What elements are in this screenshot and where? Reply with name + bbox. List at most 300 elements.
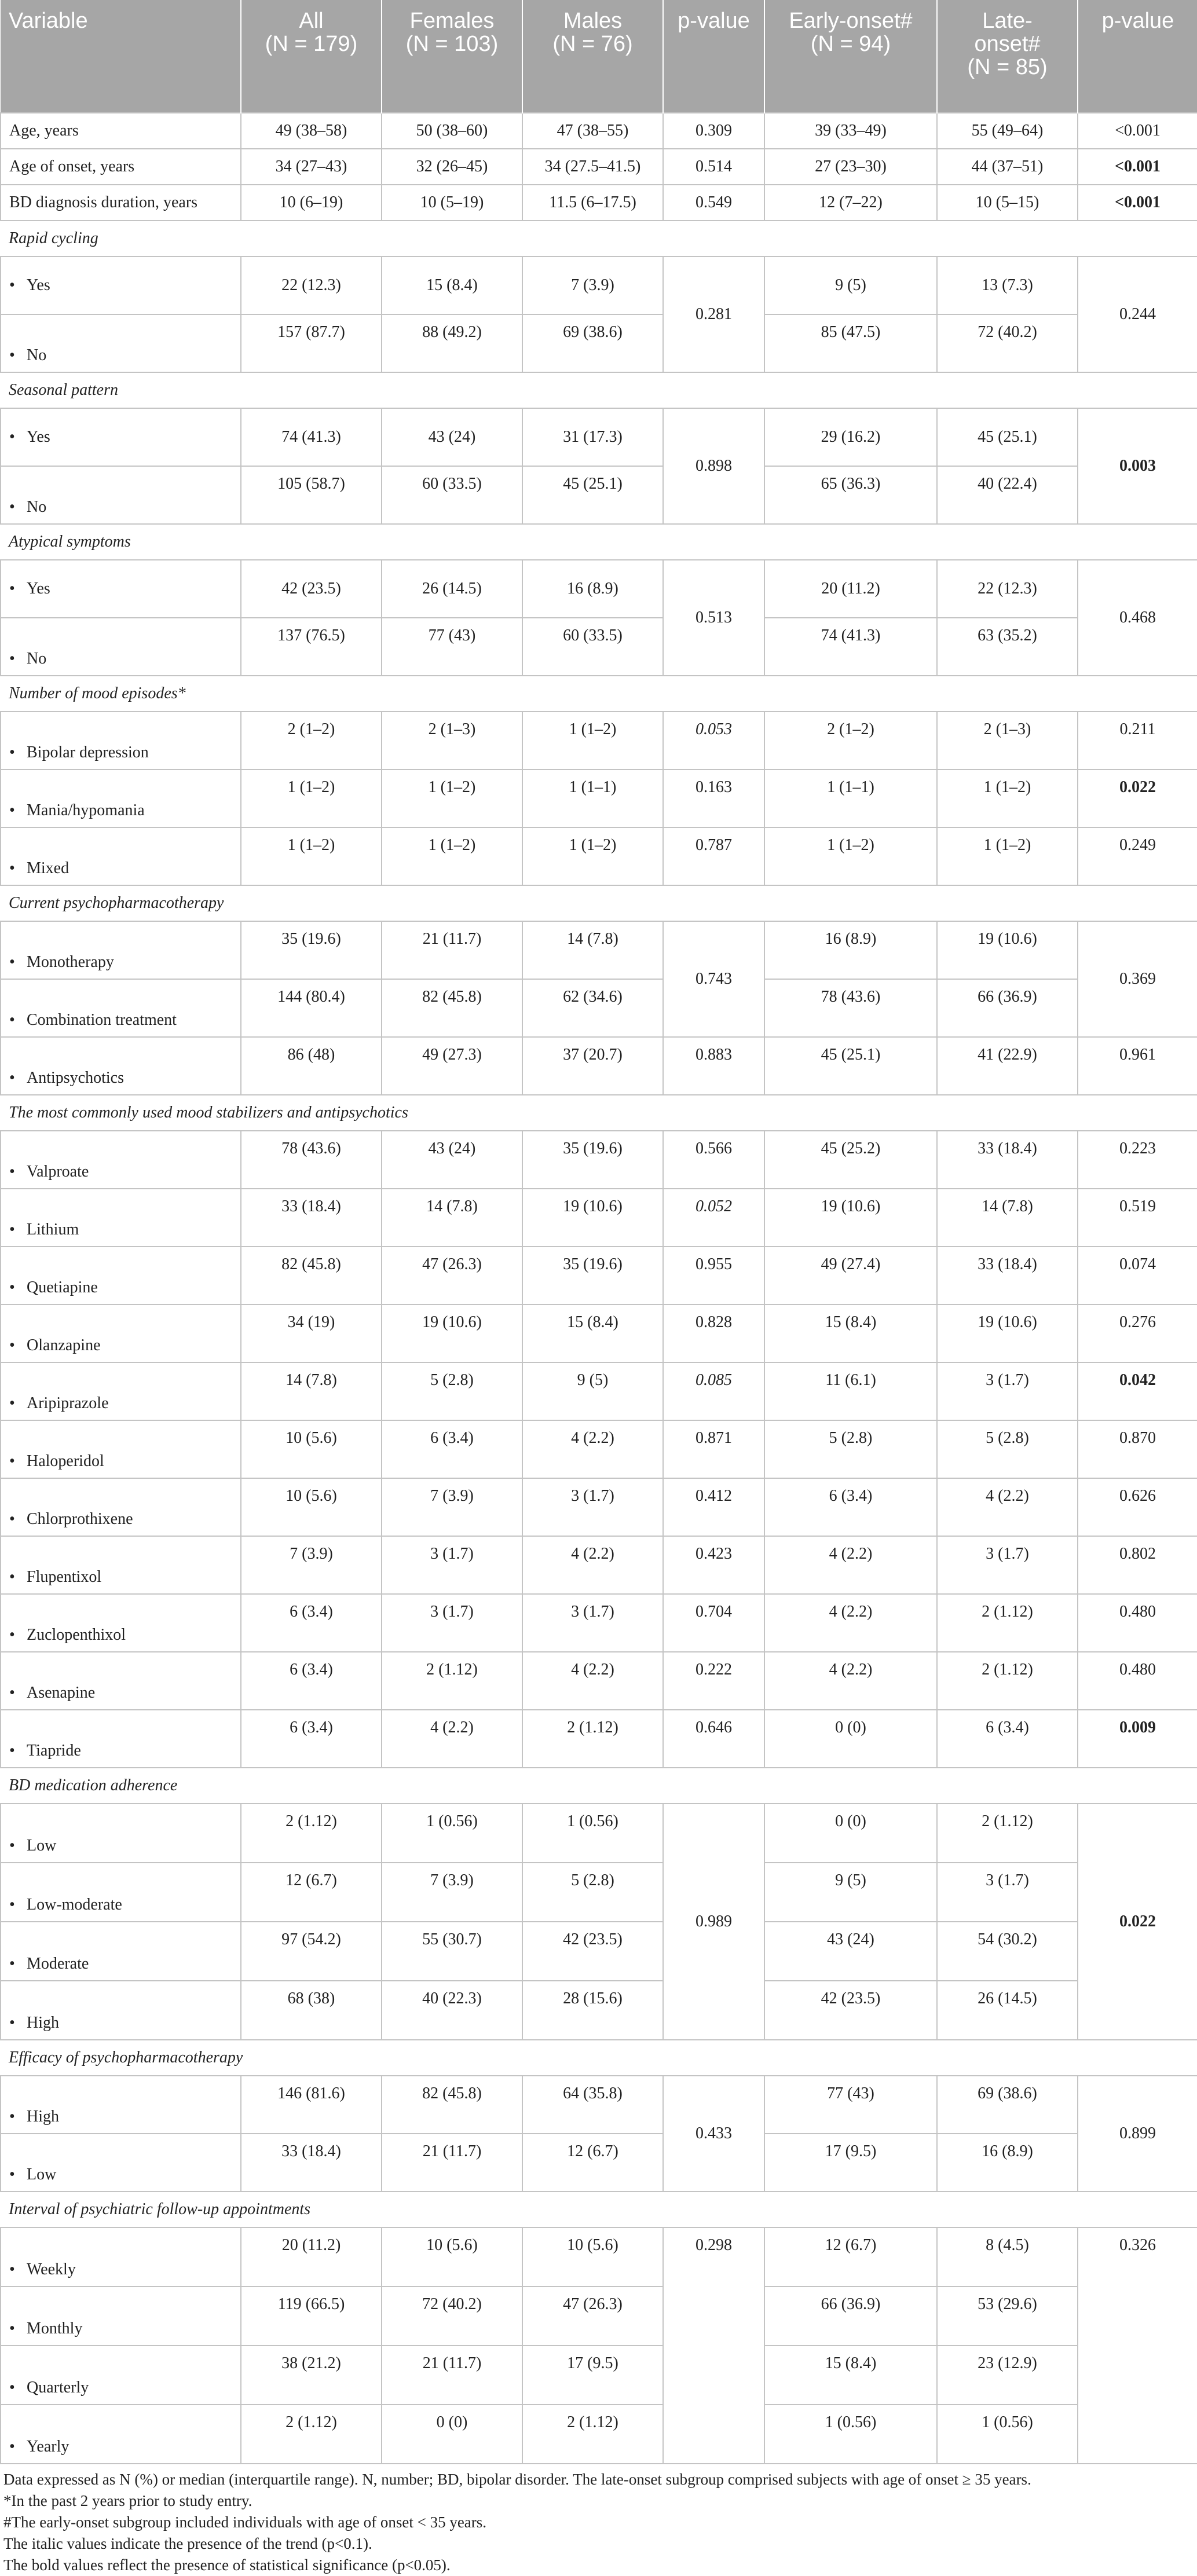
cell-males: 16 (8.9) <box>522 560 663 618</box>
section-row <box>1 372 1197 408</box>
cell-p-value-onset: <0.001 <box>1078 149 1197 185</box>
cell-all: 49 (38–58) <box>241 113 382 149</box>
row-label: • Low <box>1 2134 241 2192</box>
table-row <box>1 769 1197 827</box>
row-label: • Olanzapine <box>1 1305 241 1362</box>
cell-all: 14 (7.8) <box>241 1362 382 1420</box>
cell-early-onset: 4 (2.2) <box>764 1652 937 1710</box>
cell-all: 2 (1.12) <box>241 2405 382 2464</box>
row-label: • Moderate <box>1 1922 241 1981</box>
table-row <box>1 827 1197 885</box>
cell-females: 21 (11.7) <box>382 2134 522 2192</box>
cell-females: 10 (5.6) <box>382 2227 522 2286</box>
footnote: The italic values indicate the presence of the trend (p<0.1). <box>3 2535 372 2552</box>
cell-p-value-onset: 0.003 <box>1078 408 1197 524</box>
cell-late-onset: 4 (2.2) <box>937 1478 1078 1536</box>
cell-males: 3 (1.7) <box>522 1478 663 1536</box>
table-row <box>1 2227 1197 2286</box>
cell-females: 1 (1–2) <box>382 769 522 827</box>
section-title-medications: The most commonly used mood stabilizers and antipsychotics <box>1 1095 1197 1131</box>
cell-p-value-onset: 0.326 <box>1078 2227 1197 2464</box>
cell-males: 34 (27.5–41.5) <box>522 149 663 185</box>
cell-females: 0 (0) <box>382 2405 522 2464</box>
cell-p-value-sex: 0.053 <box>663 712 764 769</box>
footnote: *In the past 2 years prior to study entry. <box>3 2492 252 2509</box>
cell-all: 33 (18.4) <box>241 2134 382 2192</box>
row-label: • High <box>1 1981 241 2040</box>
cell-males: 1 (1–2) <box>522 827 663 885</box>
cell-late-onset: 55 (49–64) <box>937 113 1078 149</box>
row-label: • Mania/hypomania <box>1 769 241 827</box>
cell-p-value-onset: 0.042 <box>1078 1362 1197 1420</box>
cell-early-onset: 49 (27.4) <box>764 1247 937 1305</box>
cell-p-value-onset: 0.022 <box>1078 769 1197 827</box>
cell-late-onset: 41 (22.9) <box>937 1037 1078 1095</box>
cell-females: 47 (26.3) <box>382 1247 522 1305</box>
cell-early-onset: 19 (10.6) <box>764 1189 937 1247</box>
cell-early-onset: 12 (6.7) <box>764 2227 937 2286</box>
cell-early-onset: 1 (1–1) <box>764 769 937 827</box>
cell-early-onset: 43 (24) <box>764 1922 937 1981</box>
cell-all: 2 (1.12) <box>241 1804 382 1863</box>
cell-females: 43 (24) <box>382 1131 522 1189</box>
cell-early-onset: 29 (16.2) <box>764 408 937 466</box>
cell-males: 47 (38–55) <box>522 113 663 149</box>
cell-p-value-sex: 0.513 <box>663 560 764 676</box>
row-label: • Valproate <box>1 1131 241 1189</box>
cell-early-onset: 85 (47.5) <box>764 314 937 372</box>
cell-all: 22 (12.3) <box>241 256 382 314</box>
cell-late-onset: 3 (1.7) <box>937 1863 1078 1922</box>
cell-females: 2 (1–3) <box>382 712 522 769</box>
cell-p-value-sex: 0.646 <box>663 1710 764 1768</box>
header-late-onset: Late- onset# (N = 85) <box>937 0 1078 113</box>
cell-all: 7 (3.9) <box>241 1536 382 1594</box>
section-row <box>1 2192 1197 2227</box>
cell-males: 5 (2.8) <box>522 1863 663 1922</box>
cell-females: 3 (1.7) <box>382 1594 522 1652</box>
row-label: • Yes <box>1 408 241 466</box>
row-label: • No <box>1 314 241 372</box>
cell-late-onset: 14 (7.8) <box>937 1189 1078 1247</box>
cell-early-onset: 65 (36.3) <box>764 466 937 524</box>
cell-p-value-onset: <0.001 <box>1078 113 1197 149</box>
cell-females: 15 (8.4) <box>382 256 522 314</box>
table-row <box>1 1305 1197 1362</box>
cell-all: 12 (6.7) <box>241 1863 382 1922</box>
cell-early-onset: 6 (3.4) <box>764 1478 937 1536</box>
cell-late-onset: 54 (30.2) <box>937 1922 1078 1981</box>
table-row <box>1 560 1197 618</box>
row-label: • Chlorprothixene <box>1 1478 241 1536</box>
cell-p-value-onset: 0.480 <box>1078 1652 1197 1710</box>
cell-p-value-onset: <0.001 <box>1078 185 1197 221</box>
cell-early-onset: 17 (9.5) <box>764 2134 937 2192</box>
footnote: #The early-onset subgroup included individuals with age of onset < 35 years. <box>3 2513 487 2531</box>
row-label: Age, years <box>1 113 241 149</box>
header-all: All (N = 179) <box>241 0 382 113</box>
cell-all: 74 (41.3) <box>241 408 382 466</box>
row-label: • Yearly <box>1 2405 241 2464</box>
cell-all: 119 (66.5) <box>241 2286 382 2346</box>
cell-early-onset: 0 (0) <box>764 1804 937 1863</box>
cell-early-onset: 5 (2.8) <box>764 1420 937 1478</box>
table-row <box>1 1362 1197 1420</box>
table-row <box>1 314 1197 372</box>
table-row <box>1 1710 1197 1768</box>
section-title-rapid-cycling: Rapid cycling <box>1 221 1197 256</box>
cell-males: 19 (10.6) <box>522 1189 663 1247</box>
cell-males: 12 (6.7) <box>522 2134 663 2192</box>
row-label: • Aripiprazole <box>1 1362 241 1420</box>
cell-late-onset: 19 (10.6) <box>937 921 1078 979</box>
table-row <box>1 979 1197 1037</box>
cell-late-onset: 10 (5–15) <box>937 185 1078 221</box>
cell-early-onset: 45 (25.1) <box>764 1037 937 1095</box>
cell-males: 69 (38.6) <box>522 314 663 372</box>
table-row <box>1 1804 1197 1863</box>
cell-p-value-sex: 0.871 <box>663 1420 764 1478</box>
cell-p-value-onset: 0.519 <box>1078 1189 1197 1247</box>
cell-late-onset: 5 (2.8) <box>937 1420 1078 1478</box>
row-label: • Flupentixol <box>1 1536 241 1594</box>
section-title-mood-episodes: Number of mood episodes* <box>1 676 1197 712</box>
footnote: Data expressed as N (%) or median (interquartile range). N, number; BD, bipolar disorder. The late-onset subgroup comprised subjects with age of onset ≥ 35 years. <box>3 2471 1031 2488</box>
cell-late-onset: 8 (4.5) <box>937 2227 1078 2286</box>
row-label: • Bipolar depression <box>1 712 241 769</box>
cell-late-onset: 26 (14.5) <box>937 1981 1078 2040</box>
table-row <box>1 1863 1197 1922</box>
section-row <box>1 524 1197 560</box>
cell-p-value-sex: 0.549 <box>663 185 764 221</box>
cell-p-value-sex: 0.412 <box>663 1478 764 1536</box>
row-label: • Antipsychotics <box>1 1037 241 1095</box>
cell-early-onset: 20 (11.2) <box>764 560 937 618</box>
cell-all: 6 (3.4) <box>241 1710 382 1768</box>
cell-p-value-sex: 0.566 <box>663 1131 764 1189</box>
row-label: • Tiapride <box>1 1710 241 1768</box>
table-row <box>1 2405 1197 2464</box>
cell-females: 40 (22.3) <box>382 1981 522 2040</box>
header-p-value-sex: p-value <box>663 0 764 113</box>
cell-p-value-sex: 0.085 <box>663 1362 764 1420</box>
table-row <box>1 408 1197 466</box>
cell-males: 4 (2.2) <box>522 1536 663 1594</box>
cell-females: 21 (11.7) <box>382 2346 522 2405</box>
cell-males: 60 (33.5) <box>522 618 663 676</box>
table-row <box>1 2346 1197 2405</box>
cell-males: 64 (35.8) <box>522 2076 663 2134</box>
section-row <box>1 221 1197 256</box>
row-label: • Low-moderate <box>1 1863 241 1922</box>
cell-late-onset: 19 (10.6) <box>937 1305 1078 1362</box>
row-label: • Mixed <box>1 827 241 885</box>
table-row <box>1 2076 1197 2134</box>
cell-females: 50 (38–60) <box>382 113 522 149</box>
cell-all: 157 (87.7) <box>241 314 382 372</box>
cell-p-value-onset: 0.961 <box>1078 1037 1197 1095</box>
header-p-value-onset: p-value <box>1078 0 1197 113</box>
cell-p-value-sex: 0.787 <box>663 827 764 885</box>
cell-all: 6 (3.4) <box>241 1652 382 1710</box>
table-row <box>1 466 1197 524</box>
table-row <box>1 1652 1197 1710</box>
cell-late-onset: 13 (7.3) <box>937 256 1078 314</box>
row-label: • Haloperidol <box>1 1420 241 1478</box>
cell-p-value-onset: 0.870 <box>1078 1420 1197 1478</box>
cell-females: 14 (7.8) <box>382 1189 522 1247</box>
row-label: • No <box>1 618 241 676</box>
header-males: Males (N = 76) <box>522 0 663 113</box>
cell-early-onset: 4 (2.2) <box>764 1536 937 1594</box>
cell-females: 5 (2.8) <box>382 1362 522 1420</box>
header-early-onset: Early-onset# (N = 94) <box>764 0 937 113</box>
row-label: • Low <box>1 1804 241 1863</box>
cell-males: 11.5 (6–17.5) <box>522 185 663 221</box>
table-row <box>1 1189 1197 1247</box>
cell-males: 2 (1.12) <box>522 2405 663 2464</box>
cell-late-onset: 1 (0.56) <box>937 2405 1078 2464</box>
table-row <box>1 1037 1197 1095</box>
cell-late-onset: 3 (1.7) <box>937 1362 1078 1420</box>
table-row <box>1 1247 1197 1305</box>
cell-females: 60 (33.5) <box>382 466 522 524</box>
cell-all: 10 (6–19) <box>241 185 382 221</box>
row-label: Age of onset, years <box>1 149 241 185</box>
cell-p-value-onset: 0.802 <box>1078 1536 1197 1594</box>
table-row <box>1 1536 1197 1594</box>
cell-p-value-sex: 0.704 <box>663 1594 764 1652</box>
table-row <box>1 1131 1197 1189</box>
cell-early-onset: 15 (8.4) <box>764 2346 937 2405</box>
cell-all: 10 (5.6) <box>241 1420 382 1478</box>
cell-females: 55 (30.7) <box>382 1922 522 1981</box>
cell-females: 49 (27.3) <box>382 1037 522 1095</box>
cell-p-value-sex: 0.743 <box>663 921 764 1037</box>
section-row <box>1 2040 1197 2076</box>
cell-p-value-sex: 0.052 <box>663 1189 764 1247</box>
cell-males: 4 (2.2) <box>522 1420 663 1478</box>
cell-p-value-onset: 0.223 <box>1078 1131 1197 1189</box>
cell-males: 14 (7.8) <box>522 921 663 979</box>
cell-early-onset: 15 (8.4) <box>764 1305 937 1362</box>
cell-females: 21 (11.7) <box>382 921 522 979</box>
cell-early-onset: 2 (1–2) <box>764 712 937 769</box>
cell-late-onset: 66 (36.9) <box>937 979 1078 1037</box>
cell-p-value-onset: 0.626 <box>1078 1478 1197 1536</box>
cell-all: 33 (18.4) <box>241 1189 382 1247</box>
table-row <box>1 1420 1197 1478</box>
cell-p-value-sex: 0.423 <box>663 1536 764 1594</box>
cell-p-value-onset: 0.468 <box>1078 560 1197 676</box>
cell-all: 105 (58.7) <box>241 466 382 524</box>
cell-all: 1 (1–2) <box>241 827 382 885</box>
row-label: BD diagnosis duration, years <box>1 185 241 221</box>
row-label: • Lithium <box>1 1189 241 1247</box>
cell-early-onset: 12 (7–22) <box>764 185 937 221</box>
section-title-seasonal-pattern: Seasonal pattern <box>1 372 1197 408</box>
cell-males: 1 (0.56) <box>522 1804 663 1863</box>
cell-females: 7 (3.9) <box>382 1863 522 1922</box>
cell-males: 37 (20.7) <box>522 1037 663 1095</box>
cell-all: 34 (27–43) <box>241 149 382 185</box>
section-row <box>1 1768 1197 1804</box>
cell-males: 10 (5.6) <box>522 2227 663 2286</box>
table-row <box>1 1594 1197 1652</box>
row-label: • Combination treatment <box>1 979 241 1037</box>
cell-early-onset: 9 (5) <box>764 1863 937 1922</box>
table-row <box>1 618 1197 676</box>
cell-all: 20 (11.2) <box>241 2227 382 2286</box>
cell-late-onset: 2 (1.12) <box>937 1594 1078 1652</box>
cell-all: 144 (80.4) <box>241 979 382 1037</box>
cell-p-value-sex: 0.955 <box>663 1247 764 1305</box>
cell-early-onset: 45 (25.2) <box>764 1131 937 1189</box>
cell-females: 82 (45.8) <box>382 2076 522 2134</box>
cell-females: 10 (5–19) <box>382 185 522 221</box>
cell-late-onset: 53 (29.6) <box>937 2286 1078 2346</box>
cell-late-onset: 72 (40.2) <box>937 314 1078 372</box>
cell-all: 78 (43.6) <box>241 1131 382 1189</box>
cell-all: 38 (21.2) <box>241 2346 382 2405</box>
cell-early-onset: 78 (43.6) <box>764 979 937 1037</box>
cell-late-onset: 16 (8.9) <box>937 2134 1078 2192</box>
cell-females: 26 (14.5) <box>382 560 522 618</box>
cell-p-value-onset: 0.249 <box>1078 827 1197 885</box>
cell-all: 82 (45.8) <box>241 1247 382 1305</box>
table-row <box>1 1922 1197 1981</box>
cell-p-value-onset: 0.480 <box>1078 1594 1197 1652</box>
cell-p-value-sex: 0.309 <box>663 113 764 149</box>
table-row <box>1 712 1197 769</box>
cell-late-onset: 33 (18.4) <box>937 1247 1078 1305</box>
row-label: • Yes <box>1 560 241 618</box>
row-label: • No <box>1 466 241 524</box>
cell-males: 15 (8.4) <box>522 1305 663 1362</box>
row-label: • Monotherapy <box>1 921 241 979</box>
table-row <box>1 149 1197 185</box>
cell-p-value-onset: 0.276 <box>1078 1305 1197 1362</box>
cell-all: 42 (23.5) <box>241 560 382 618</box>
table-row <box>1 185 1197 221</box>
cell-all: 34 (19) <box>241 1305 382 1362</box>
table-row <box>1 113 1197 149</box>
cell-males: 17 (9.5) <box>522 2346 663 2405</box>
cell-females: 32 (26–45) <box>382 149 522 185</box>
cell-all: 2 (1–2) <box>241 712 382 769</box>
section-title-follow-up: Interval of psychiatric follow-up appointments <box>1 2192 1197 2227</box>
cell-females: 77 (43) <box>382 618 522 676</box>
cell-late-onset: 2 (1–3) <box>937 712 1078 769</box>
cell-all: 68 (38) <box>241 1981 382 2040</box>
cell-late-onset: 2 (1.12) <box>937 1652 1078 1710</box>
cell-late-onset: 45 (25.1) <box>937 408 1078 466</box>
cell-males: 47 (26.3) <box>522 2286 663 2346</box>
cell-late-onset: 40 (22.4) <box>937 466 1078 524</box>
cell-early-onset: 77 (43) <box>764 2076 937 2134</box>
cell-p-value-onset: 0.211 <box>1078 712 1197 769</box>
row-label: • Weekly <box>1 2227 241 2286</box>
row-label: • Yes <box>1 256 241 314</box>
cell-males: 1 (1–2) <box>522 712 663 769</box>
section-row <box>1 1095 1197 1131</box>
cell-males: 9 (5) <box>522 1362 663 1420</box>
table-row <box>1 1981 1197 2040</box>
row-label: • High <box>1 2076 241 2134</box>
cell-males: 1 (1–1) <box>522 769 663 827</box>
row-label: • Zuclopenthixol <box>1 1594 241 1652</box>
cell-late-onset: 33 (18.4) <box>937 1131 1078 1189</box>
cell-p-value-sex: 0.281 <box>663 256 764 372</box>
cell-females: 3 (1.7) <box>382 1536 522 1594</box>
cell-males: 4 (2.2) <box>522 1652 663 1710</box>
cell-females: 88 (49.2) <box>382 314 522 372</box>
table-row <box>1 2134 1197 2192</box>
cell-males: 42 (23.5) <box>522 1922 663 1981</box>
cell-p-value-sex: 0.898 <box>663 408 764 524</box>
footnote: The bold values reflect the presence of statistical significance (p<0.05). <box>3 2556 451 2574</box>
cell-late-onset: 2 (1.12) <box>937 1804 1078 1863</box>
cell-early-onset: 27 (23–30) <box>764 149 937 185</box>
table-row <box>1 1478 1197 1536</box>
cell-p-value-sex: 0.989 <box>663 1804 764 2040</box>
cell-p-value-sex: 0.433 <box>663 2076 764 2192</box>
cell-all: 86 (48) <box>241 1037 382 1095</box>
cell-early-onset: 66 (36.9) <box>764 2286 937 2346</box>
cell-early-onset: 42 (23.5) <box>764 1981 937 2040</box>
cell-p-value-onset: 0.899 <box>1078 2076 1197 2192</box>
cell-all: 137 (76.5) <box>241 618 382 676</box>
section-title-efficacy: Efficacy of psychopharmacotherapy <box>1 2040 1197 2076</box>
cell-males: 35 (19.6) <box>522 1247 663 1305</box>
cell-females: 7 (3.9) <box>382 1478 522 1536</box>
cell-females: 1 (1–2) <box>382 827 522 885</box>
section-row <box>1 885 1197 921</box>
cell-late-onset: 1 (1–2) <box>937 769 1078 827</box>
cell-females: 19 (10.6) <box>382 1305 522 1362</box>
cell-females: 2 (1.12) <box>382 1652 522 1710</box>
cell-p-value-onset: 0.074 <box>1078 1247 1197 1305</box>
cell-all: 146 (81.6) <box>241 2076 382 2134</box>
cell-late-onset: 63 (35.2) <box>937 618 1078 676</box>
cell-all: 97 (54.2) <box>241 1922 382 1981</box>
cell-early-onset: 74 (41.3) <box>764 618 937 676</box>
cell-all: 35 (19.6) <box>241 921 382 979</box>
cell-late-onset: 6 (3.4) <box>937 1710 1078 1768</box>
row-label: • Asenapine <box>1 1652 241 1710</box>
cell-p-value-sex: 0.222 <box>663 1652 764 1710</box>
table-row <box>1 921 1197 979</box>
cell-early-onset: 16 (8.9) <box>764 921 937 979</box>
cell-p-value-sex: 0.163 <box>663 769 764 827</box>
cell-early-onset: 1 (1–2) <box>764 827 937 885</box>
section-title-adherence: BD medication adherence <box>1 1768 1197 1804</box>
cell-early-onset: 39 (33–49) <box>764 113 937 149</box>
table-row <box>1 256 1197 314</box>
row-label: • Quetiapine <box>1 1247 241 1305</box>
cell-males: 3 (1.7) <box>522 1594 663 1652</box>
cell-p-value-sex: 0.828 <box>663 1305 764 1362</box>
cell-all: 10 (5.6) <box>241 1478 382 1536</box>
cell-males: 2 (1.12) <box>522 1710 663 1768</box>
section-row <box>1 676 1197 712</box>
cell-early-onset: 11 (6.1) <box>764 1362 937 1420</box>
cell-males: 28 (15.6) <box>522 1981 663 2040</box>
cell-early-onset: 1 (0.56) <box>764 2405 937 2464</box>
cell-late-onset: 23 (12.9) <box>937 2346 1078 2405</box>
cell-p-value-onset: 0.022 <box>1078 1804 1197 2040</box>
cell-p-value-sex: 0.514 <box>663 149 764 185</box>
